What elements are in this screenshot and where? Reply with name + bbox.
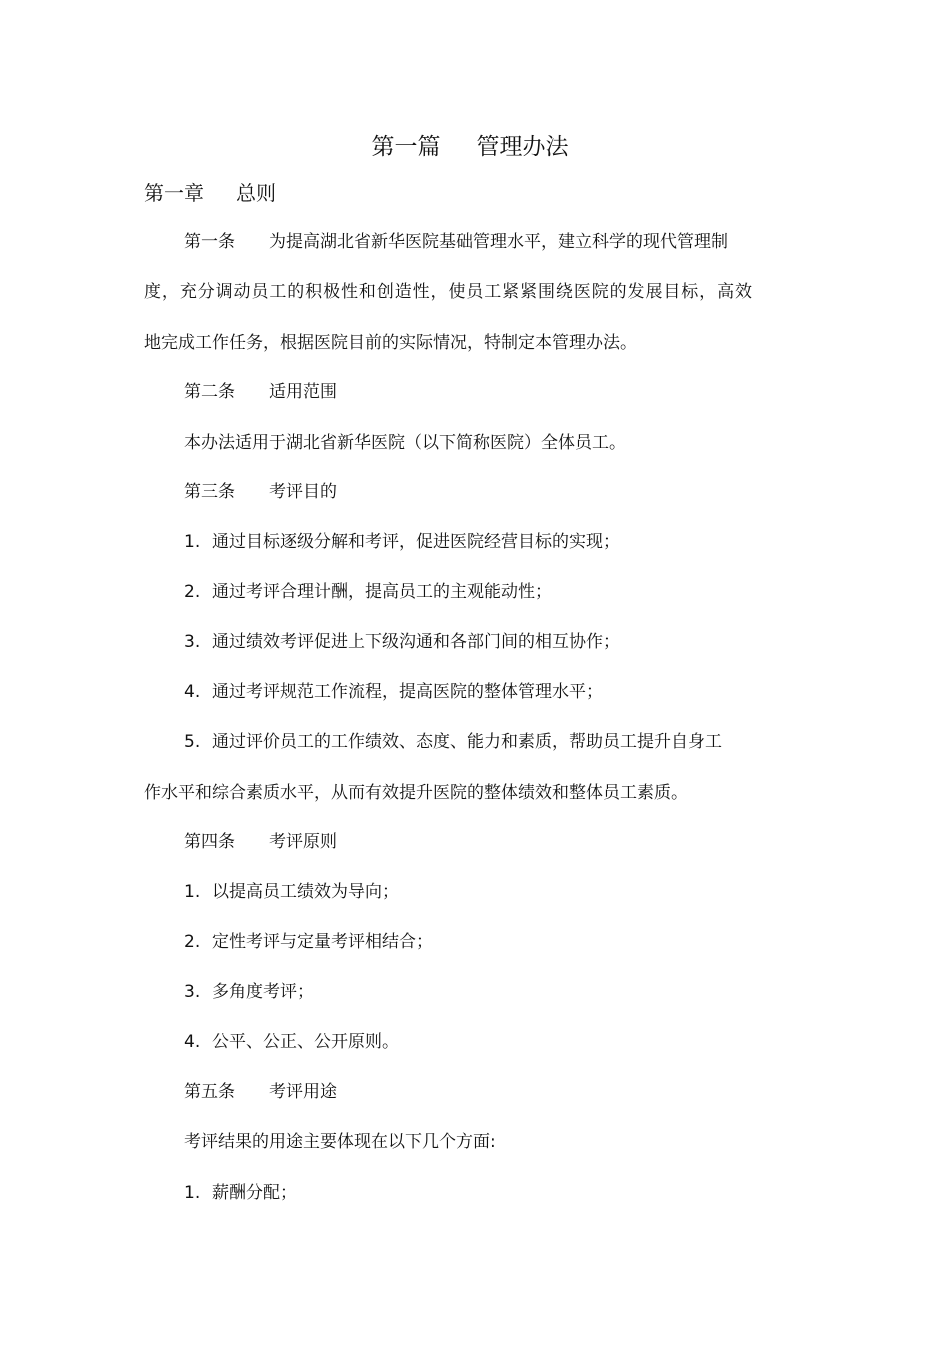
item-text: 薪酬分配； xyxy=(212,1183,297,1203)
article-3-item xyxy=(184,530,620,554)
article-2-label: 第二条 xyxy=(184,382,235,402)
article-5-heading xyxy=(184,1080,337,1104)
item-number: 3. xyxy=(184,632,201,652)
item-text: 多角度考评； xyxy=(212,982,314,1002)
article-4-label: 第四条 xyxy=(184,832,235,852)
part-title xyxy=(0,132,940,162)
article-3-label: 第三条 xyxy=(184,482,235,502)
article-1-line-1 xyxy=(184,230,728,254)
item-number: 2. xyxy=(184,582,201,602)
article-3-item xyxy=(184,680,603,704)
item-number: 1. xyxy=(184,1183,201,1203)
article-2-text: 本办法适用于湖北省新华医院（以下简称医院）全体员工。 xyxy=(184,433,626,453)
part-name: 管理办法 xyxy=(476,134,569,160)
article-2-heading xyxy=(184,380,337,404)
item-number: 4. xyxy=(184,682,201,702)
item-text: 通过目标逐级分解和考评，促进医院经营目标的实现； xyxy=(212,532,620,552)
item-text: 定性考评与定量考评相结合； xyxy=(212,932,433,952)
article-1-text-1: 为提高湖北省新华医院基础管理水平，建立科学的现代管理制 xyxy=(269,232,728,252)
item-text: 通过评价员工的工作绩效、态度、能力和素质，帮助员工提升自身工 xyxy=(212,732,722,752)
article-3-item-continuation: 作水平和综合素质水平，从而有效提升医院的整体绩效和整体员工素质。 xyxy=(144,783,688,803)
article-4-item xyxy=(184,880,399,904)
article-4-item xyxy=(184,980,314,1004)
item-number: 2. xyxy=(184,932,201,952)
article-3-item xyxy=(184,730,722,754)
article-1-label: 第一条 xyxy=(184,232,235,252)
article-5-item xyxy=(184,1181,297,1205)
item-text: 通过考评合理计酬，提高员工的主观能动性； xyxy=(212,582,552,602)
article-3-item xyxy=(184,580,552,604)
article-4-item xyxy=(184,930,433,954)
item-number: 4. xyxy=(184,1032,201,1052)
article-5-intro: 考评结果的用途主要体现在以下几个方面: xyxy=(184,1132,496,1152)
item-number: 3. xyxy=(184,982,201,1002)
chapter-name: 总则 xyxy=(236,181,276,205)
part-number: 第一篇 xyxy=(371,134,441,160)
item-text: 公平、公正、公开原则。 xyxy=(212,1032,399,1052)
article-1-line-2: 度，充分调动员工的积极性和创造性，使员工紧紧围绕医院的发展目标，高效 xyxy=(144,282,752,302)
item-text: 通过绩效考评促进上下级沟通和各部门间的相互协作； xyxy=(212,632,620,652)
article-3-heading xyxy=(184,480,337,504)
item-number: 1. xyxy=(184,882,201,902)
article-1-line-3: 地完成工作任务，根据医院目前的实际情况，特制定本管理办法。 xyxy=(144,333,637,353)
article-5-label: 第五条 xyxy=(184,1082,235,1102)
chapter-heading xyxy=(144,180,276,206)
chapter-number: 第一章 xyxy=(144,181,204,205)
article-4-heading xyxy=(184,830,337,854)
article-4-item xyxy=(184,1030,399,1054)
item-text: 以提高员工绩效为导向； xyxy=(212,882,399,902)
article-2-title: 适用范围 xyxy=(269,382,337,402)
article-3-title: 考评目的 xyxy=(269,482,337,502)
article-4-title: 考评原则 xyxy=(269,832,337,852)
item-number: 1. xyxy=(184,532,201,552)
item-number: 5. xyxy=(184,732,201,752)
article-3-item xyxy=(184,630,620,654)
item-text: 通过考评规范工作流程，提高医院的整体管理水平； xyxy=(212,682,603,702)
article-5-title: 考评用途 xyxy=(269,1082,337,1102)
